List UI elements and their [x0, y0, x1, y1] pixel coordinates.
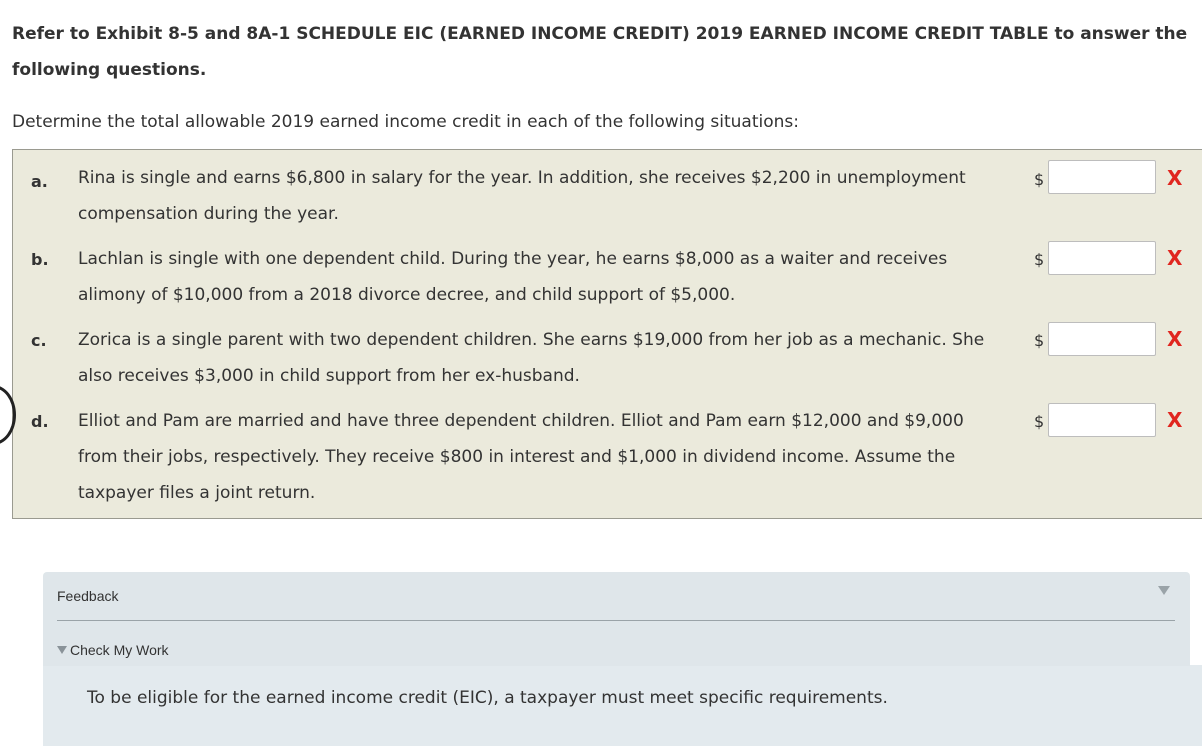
- question-d-currency: $: [1034, 412, 1045, 431]
- question-a-currency: $: [1034, 170, 1045, 189]
- question-a-letter: a.: [31, 172, 48, 191]
- question-d-answer-input[interactable]: [1048, 403, 1156, 437]
- feedback-divider: [57, 620, 1175, 621]
- question-b-text: Lachlan is single with one dependent child. During the year, he earns $8,000 as a waiter and receives alimony of $10,000 from a 2018 divorce decree, and child support of $5,000.: [78, 249, 948, 305]
- question-d-text: Elliot and Pam are married and have three dependent children. Elliot and Pam earn $12,000 and $9,000 from their jobs, respectively. They receive $800 in interest and $1,000 in dividend income. Assume the taxpayer files a joint return.: [78, 411, 964, 503]
- question-c-letter: c.: [31, 331, 47, 350]
- question-b-answer-input[interactable]: [1048, 241, 1156, 275]
- question-b-letter: b.: [31, 250, 49, 269]
- question-b-currency: $: [1034, 250, 1045, 269]
- question-c-answer-input[interactable]: [1048, 322, 1156, 356]
- feedback-panel: [43, 572, 1190, 742]
- feedback-content-box-edge: [1190, 665, 1202, 745]
- question-heading: Refer to Exhibit 8-5 and 8A-1 SCHEDULE EIC (EARNED INCOME CREDIT) 2019 EARNED INCOME CREDIT TABLE to answer the following questions.: [12, 24, 1188, 80]
- check-my-work-toggle[interactable]: [57, 642, 169, 658]
- question-table: [12, 149, 1202, 519]
- question-intro: Determine the total allowable 2019 earned income credit in each of the following situations:: [12, 112, 799, 132]
- question-a-text: Rina is single and earns $6,800 in salary for the year. In addition, she receives $2,200 in unemployment compensation during the year.: [78, 168, 966, 224]
- question-c-text: Zorica is a single parent with two dependent children. She earns $19,000 from her job as a mechanic. She also receives $3,000 in child support from her ex-husband.: [78, 330, 985, 386]
- question-a-answer-input[interactable]: [1048, 160, 1156, 194]
- question-d-letter: d.: [31, 412, 49, 431]
- question-b-incorrect-icon: X: [1167, 246, 1183, 270]
- feedback-collapse-arrow-icon[interactable]: [1158, 586, 1170, 595]
- question-c-currency: $: [1034, 331, 1045, 350]
- check-my-work-label: Check My Work: [70, 642, 169, 658]
- question-c-incorrect-icon: X: [1167, 327, 1183, 351]
- question-d-incorrect-icon: X: [1167, 408, 1183, 432]
- feedback-text: To be eligible for the earned income credit (EIC), a taxpayer must meet specific requirements.: [87, 688, 888, 708]
- triangle-down-icon: [57, 646, 67, 654]
- question-a-incorrect-icon: X: [1167, 166, 1183, 190]
- feedback-title[interactable]: Feedback: [57, 588, 119, 604]
